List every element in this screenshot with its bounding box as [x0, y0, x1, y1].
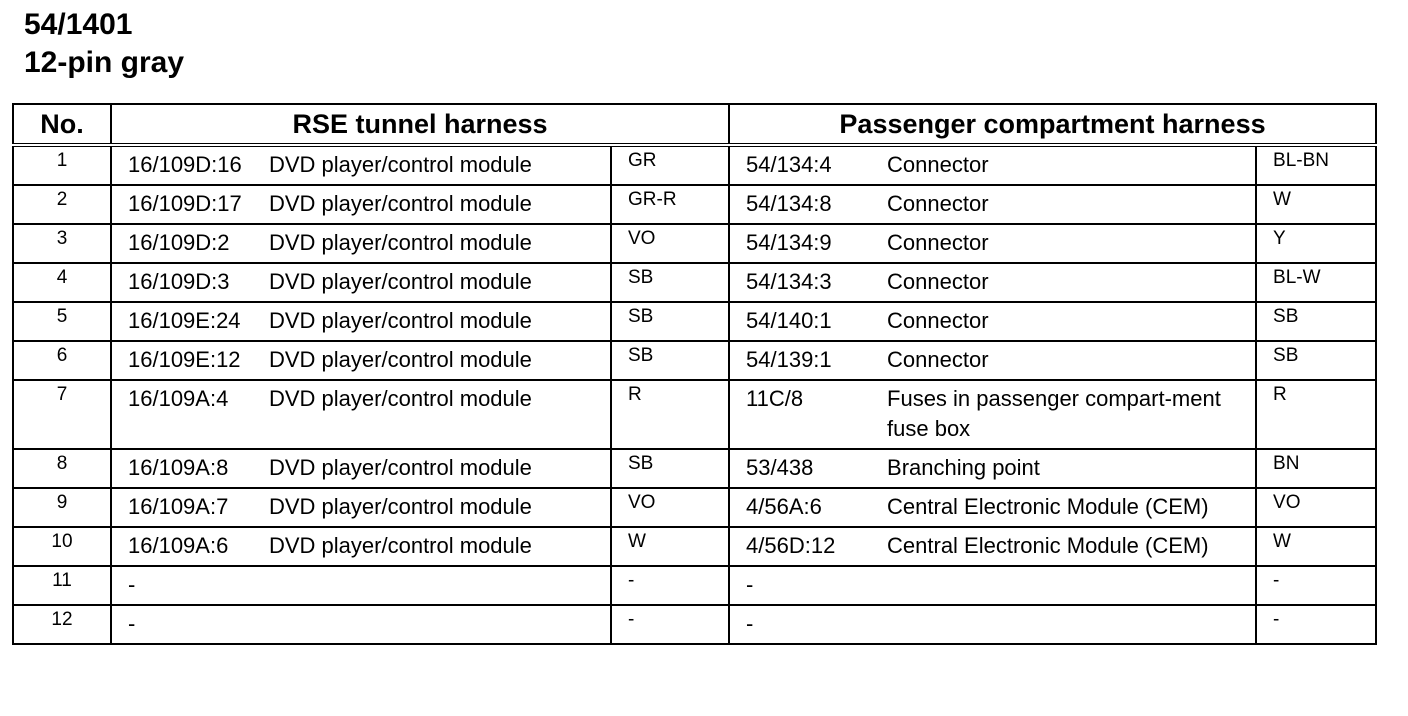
- table-row: [13, 449, 1376, 488]
- rse-description: DVD player/control module: [269, 386, 532, 411]
- rse-reference: 16/109A:8: [128, 455, 229, 480]
- pc-cell: [729, 263, 1256, 302]
- rse-reference: 16/109D:3: [128, 269, 230, 294]
- rse-cell: [111, 341, 611, 380]
- pc-cell: [729, 380, 1256, 449]
- pc-cell: [729, 527, 1256, 566]
- pin-number: 8: [13, 449, 111, 488]
- pc-reference: 4/56D:12: [746, 533, 836, 558]
- pc-description: Fuses in passenger compart-ment fuse box: [887, 386, 1221, 441]
- pc-description: Central Electronic Module (CEM): [887, 494, 1209, 519]
- pin-number: 11: [13, 566, 111, 605]
- header-passenger-compartment-harness: Passenger compartment harness: [729, 104, 1376, 145]
- pc-description: Branching point: [887, 455, 1040, 480]
- rse-reference: 16/109A:4: [128, 386, 229, 411]
- rse-description: DVD player/control module: [269, 191, 532, 216]
- pc-description: Connector: [887, 347, 989, 372]
- pc-cell: [729, 341, 1256, 380]
- pc-cell: [729, 449, 1256, 488]
- rse-reference: 16/109D:16: [128, 152, 242, 177]
- pc-description: Connector: [887, 191, 989, 216]
- rse-cell: [111, 263, 611, 302]
- pin-number: 4: [13, 263, 111, 302]
- rse-description: DVD player/control module: [269, 533, 532, 558]
- rse-cell: [111, 488, 611, 527]
- pc-reference: 54/140:1: [746, 308, 832, 333]
- rse-cell: [111, 566, 611, 605]
- pin-assignment-table: [12, 103, 1377, 645]
- rse-wire-color: -: [611, 605, 729, 644]
- pin-number: 12: [13, 605, 111, 644]
- rse-description: DVD player/control module: [269, 455, 532, 480]
- pc-reference: 54/134:9: [746, 230, 832, 255]
- pc-reference: 54/139:1: [746, 347, 832, 372]
- pin-number: 1: [13, 145, 111, 185]
- pc-reference: 54/134:8: [746, 191, 832, 216]
- pc-description: Connector: [887, 269, 989, 294]
- header-no: No.: [13, 104, 111, 145]
- rse-wire-color: R: [611, 380, 729, 449]
- pc-wire-color: W: [1256, 185, 1376, 224]
- pc-wire-color: BL-W: [1256, 263, 1376, 302]
- connector-description: 12-pin gray: [24, 46, 185, 79]
- pc-cell: [729, 302, 1256, 341]
- document-title: [24, 6, 184, 82]
- pin-number: 9: [13, 488, 111, 527]
- pin-number: 5: [13, 302, 111, 341]
- rse-cell: [111, 449, 611, 488]
- rse-reference: 16/109A:6: [128, 533, 229, 558]
- pc-description: Connector: [887, 152, 989, 177]
- pc-reference: 4/56A:6: [746, 494, 822, 519]
- rse-reference: 16/109D:17: [128, 191, 242, 216]
- header-rse-tunnel-harness: RSE tunnel harness: [111, 104, 729, 145]
- table-body: [13, 145, 1376, 644]
- rse-wire-color: SB: [611, 341, 729, 380]
- rse-reference: -: [128, 611, 136, 636]
- rse-cell: [111, 380, 611, 449]
- pin-number: 3: [13, 224, 111, 263]
- rse-wire-color: SB: [611, 302, 729, 341]
- pc-wire-color: Y: [1256, 224, 1376, 263]
- pc-cell: [729, 566, 1256, 605]
- rse-description: DVD player/control module: [269, 308, 532, 333]
- rse-wire-color: SB: [611, 449, 729, 488]
- pin-number: 6: [13, 341, 111, 380]
- pc-reference: 54/134:3: [746, 269, 832, 294]
- rse-cell: [111, 145, 611, 185]
- connector-number: 54/1401: [24, 8, 133, 41]
- pc-wire-color: -: [1256, 605, 1376, 644]
- pc-reference: 53/438: [746, 455, 814, 480]
- rse-wire-color: VO: [611, 224, 729, 263]
- pc-description: Connector: [887, 230, 989, 255]
- table-row: [13, 263, 1376, 302]
- pc-wire-color: -: [1256, 566, 1376, 605]
- pc-wire-color: VO: [1256, 488, 1376, 527]
- rse-cell: [111, 302, 611, 341]
- pc-reference: -: [746, 572, 754, 597]
- pc-description: Central Electronic Module (CEM): [887, 533, 1209, 558]
- rse-wire-color: GR: [611, 145, 729, 185]
- rse-reference: 16/109A:7: [128, 494, 229, 519]
- rse-reference: 16/109E:12: [128, 347, 241, 372]
- pin-number: 10: [13, 527, 111, 566]
- pin-number: 7: [13, 380, 111, 449]
- pc-description: Connector: [887, 308, 989, 333]
- table-row: [13, 380, 1376, 449]
- rse-description: DVD player/control module: [269, 269, 532, 294]
- rse-description: DVD player/control module: [269, 494, 532, 519]
- pc-cell: [729, 488, 1256, 527]
- rse-cell: [111, 224, 611, 263]
- rse-wire-color: GR-R: [611, 185, 729, 224]
- pc-reference: 11C/8: [746, 386, 804, 411]
- pc-wire-color: W: [1256, 527, 1376, 566]
- rse-wire-color: SB: [611, 263, 729, 302]
- pc-wire-color: BL-BN: [1256, 145, 1376, 185]
- table-row: [13, 302, 1376, 341]
- pc-wire-color: SB: [1256, 341, 1376, 380]
- table-row: [13, 145, 1376, 185]
- pc-reference: -: [746, 611, 754, 636]
- table-row: [13, 527, 1376, 566]
- rse-cell: [111, 605, 611, 644]
- rse-description: DVD player/control module: [269, 152, 532, 177]
- table-row: [13, 488, 1376, 527]
- rse-cell: [111, 185, 611, 224]
- rse-description: DVD player/control module: [269, 230, 532, 255]
- pc-wire-color: R: [1256, 380, 1376, 449]
- table-row: [13, 341, 1376, 380]
- rse-cell: [111, 527, 611, 566]
- pc-reference: 54/134:4: [746, 152, 832, 177]
- rse-wire-color: W: [611, 527, 729, 566]
- rse-reference: 16/109E:24: [128, 308, 241, 333]
- table-row: [13, 605, 1376, 644]
- pin-number: 2: [13, 185, 111, 224]
- pc-wire-color: SB: [1256, 302, 1376, 341]
- rse-wire-color: -: [611, 566, 729, 605]
- pc-cell: [729, 145, 1256, 185]
- rse-reference: -: [128, 572, 136, 597]
- table-header-row: [13, 104, 1376, 145]
- pc-cell: [729, 605, 1256, 644]
- pc-wire-color: BN: [1256, 449, 1376, 488]
- rse-description: DVD player/control module: [269, 347, 532, 372]
- pc-cell: [729, 224, 1256, 263]
- table-row: [13, 224, 1376, 263]
- table-row: [13, 185, 1376, 224]
- rse-reference: 16/109D:2: [128, 230, 230, 255]
- pc-cell: [729, 185, 1256, 224]
- table-row: [13, 566, 1376, 605]
- rse-wire-color: VO: [611, 488, 729, 527]
